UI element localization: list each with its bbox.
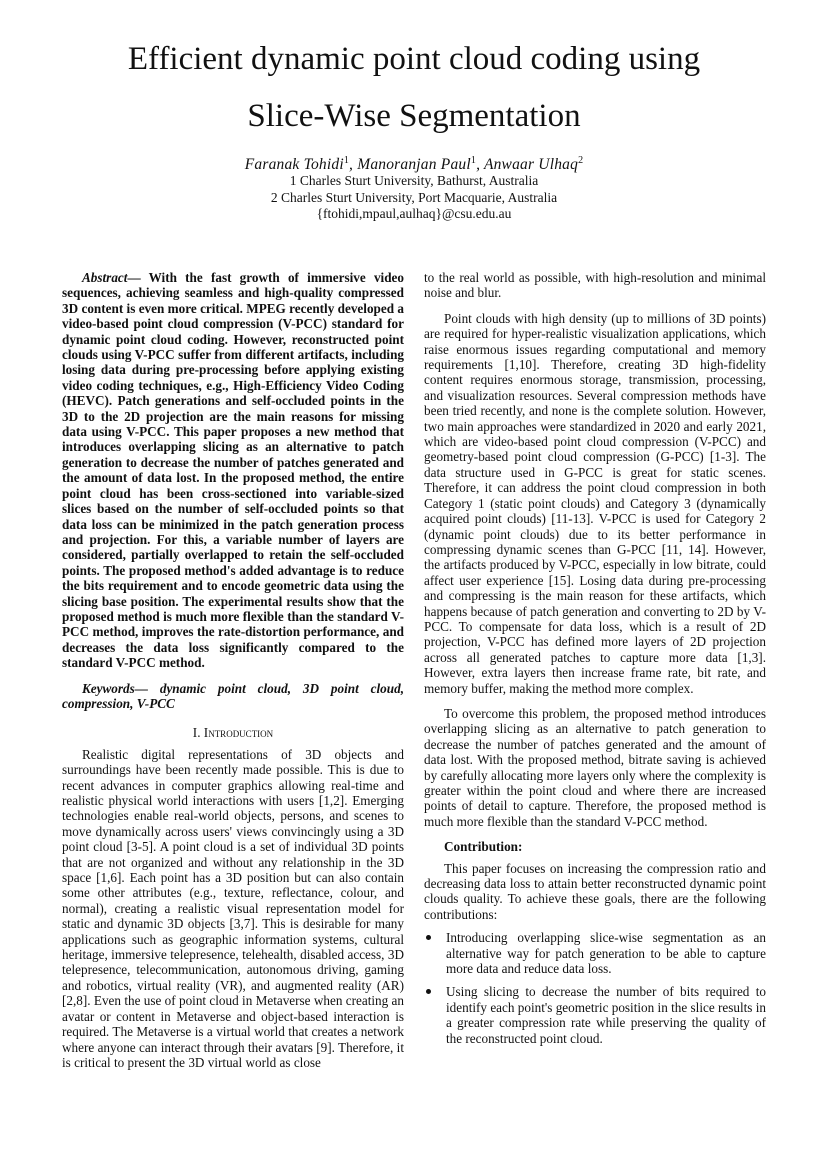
contribution-heading: Contribution: [444, 839, 523, 855]
contribution-paragraph: This paper focuses on increasing the compression ratio and decreasing data loss to attain better reconstructed dynamic point clouds quality. To achieve these goals, there are the following contributions: [424, 860, 766, 922]
contribution-list [424, 930, 766, 1046]
section-title: Introduction [203, 725, 274, 741]
bullet-icon [426, 989, 431, 994]
left-column [62, 270, 404, 1070]
author-name: Faranak Tohidi [244, 156, 344, 174]
intro-paragraph-3: To overcome this problem, the proposed method introduces overlapping slicing as an alternative to patch generation to decrease the number of patches generated and the amount of data lost. With the proposed method, bitrate saving is achieved by carefully allocating more layers only where the complexity is greater within the point cloud and where there are increased points of detail to capture. Therefore, the proposed method is much more flexible than the standard V-PCC method. [424, 705, 766, 829]
list-item-text: Introducing overlapping slice-wise segmentation as an alternative way for patch generation to be able to capture more data and reduce data loss. [446, 930, 766, 977]
abstract-label: Abstract [82, 270, 128, 285]
author-affiliation-mark: 2 [578, 155, 584, 166]
author-name: Manoranjan Paul [357, 156, 471, 174]
paper-title-line-1: Efficient dynamic point cloud coding using [127, 41, 701, 77]
keywords [62, 681, 404, 712]
affiliation-2: 2 Charles Sturt University, Port Macquarie, Australia [270, 190, 558, 205]
right-column [424, 270, 766, 1054]
intro-paragraph-2: Point clouds with high density (up to millions of 3D points) are required for hyper-realistic visualization applications, which raise enormous issues regarding computational and memory requirements [1,10]. Therefore, creating 3D high-fidelity content requires enormous storage, transmission, processing, and visualization resources. Several compression methods have been tried recently, and none is the complete solution. However, two main approaches were standardized in 2020 and early 2021, which are video-based point cloud compression (V-PCC) and geometry-based point cloud compression (G-PCC) [1-3]. The data structure used in G-PCC is great for static scenes. Therefore, it can address the point cloud compression in both Category 1 (static point clouds) and Category 3 (dynamically acquired point clouds) [11-13]. V-PCC is used for Category 2 (dynamic point clouds) due to its better performance in compressing dynamic scenes than G-PCC [11, 14]. However, the artifacts produced by V-PCC, especially in low bitrate, could affect user experience [15]. Losing data during pre-processing and compressing is the main reason for these artifacts, which happens because of patch generation and converting to 2D by V-PCC. To compensate for data loss, which is a result of 2D projection, V-PCC has defined more layers of 2D projection across all generated patches to capture more data [1,3]. However, extra layers then increase frame rate, bit rate, and memory buffer, making the method more complex. [424, 310, 766, 696]
author-affiliation-mark: 1 [343, 155, 350, 166]
list-item [424, 930, 766, 976]
abstract-text: With the fast growth of immersive video sequences, achieving seamless and high-quality compressed 3D content is even more critical. MPEG recently developed a video-based point cloud compression (V-PCC) standard for dynamic point cloud coding. However, reconstructed point clouds using V-PCC suffer from different artifacts, including losing data during pre-processing before applying existing video coding techniques, e.g., High-Efficiency Video Coding (HEVC). Patch generations and self-occluded points in the 3D to the 2D projection are the main reasons for missing data using V-PCC. This paper proposes a new method that introduces overlapping slicing as an alternative to patch generation to decrease the number of patches generated and the amount of data lost. In the proposed method, the entire point cloud has been cross-sectioned into variable-sized slices based on the number of self-occluded points so that data loss can be minimized in the patch generation process and projection. For this, a variable number of layers are considered, partially overlapped to retain the self-occluded points. The proposed method's added advantage is to reduce the bits requirement and to encode geometric data using the slicing base position. The experimental results show that the proposed method is much more flexible than the standard V-PCC method, improves the rate-distortion performance, and decreases the data loss significantly compared to the standard V-PCC method. [62, 270, 404, 671]
author-affiliation-mark: 1 [470, 155, 477, 166]
bullet-icon [426, 935, 431, 940]
section-heading-introduction [62, 725, 404, 740]
abstract-dash: — [127, 270, 149, 285]
intro-paragraph-continued: to the real world as possible, with high-resolution and minimal noise and blur. [424, 270, 766, 301]
abstract [62, 270, 404, 671]
author-separator: , [476, 156, 484, 174]
intro-paragraph-1: Realistic digital representations of 3D objects and surroundings have been recently made possible. This is due to recent advances in computer graphics allowing real-time and realistic physical world interactions with users [1,2]. Emerging technologies enable real-world objects, persons, and scenes to move dynamically across users' views convincingly using a 3D point cloud [3-5]. A point cloud is a set of individual 3D points that are not organized and without any relationship in the 3D space [1,6]. Each point has a 3D position but can also contain some other attributes (e.g., texture, reflectance, colour, and normal), creating a realistic visual representation model for static and dynamic 3D objects [3,7]. This is desirable for many applications such as geographic information systems, cultural heritage, immersive telepresence, telehealth, disabled access, 3D telepresence, telecommunication, autonomous driving, gaming and robotics, virtual reality (VR), and augmented reality (AR) [2,8]. Even the use of point cloud in Metaverse when creating an avatar or content in Metaverse and object-based interaction is required. The Metaverse is a virtual world that creates a network where anyone can interact through their avatars [9]. Therefore, it is critical to present the 3D virtual world as close [62, 746, 404, 1070]
author-separator: , [349, 156, 358, 174]
keywords-label: Keywords [82, 680, 135, 696]
paper-title-line-2: Slice-Wise Segmentation [247, 98, 581, 134]
section-number: I. [192, 725, 204, 741]
affiliation-1: 1 Charles Sturt University, Bathurst, Australia [289, 173, 539, 188]
author-emails: {ftohidi,mpaul,aulhaq}@csu.edu.au [316, 206, 512, 221]
keywords-text: dynamic point cloud, 3D point cloud, compression, V-PCC [62, 680, 404, 711]
list-item [424, 984, 766, 1046]
keywords-dash: — [134, 680, 160, 696]
author-name: Anwaar Ulhaq [483, 156, 579, 174]
list-item-text: Using slicing to decrease the number of bits required to identify each point's geometric position in the slice results in a greater compression rate while preserving the quality of the reconstructed point cloud. [446, 984, 766, 1046]
